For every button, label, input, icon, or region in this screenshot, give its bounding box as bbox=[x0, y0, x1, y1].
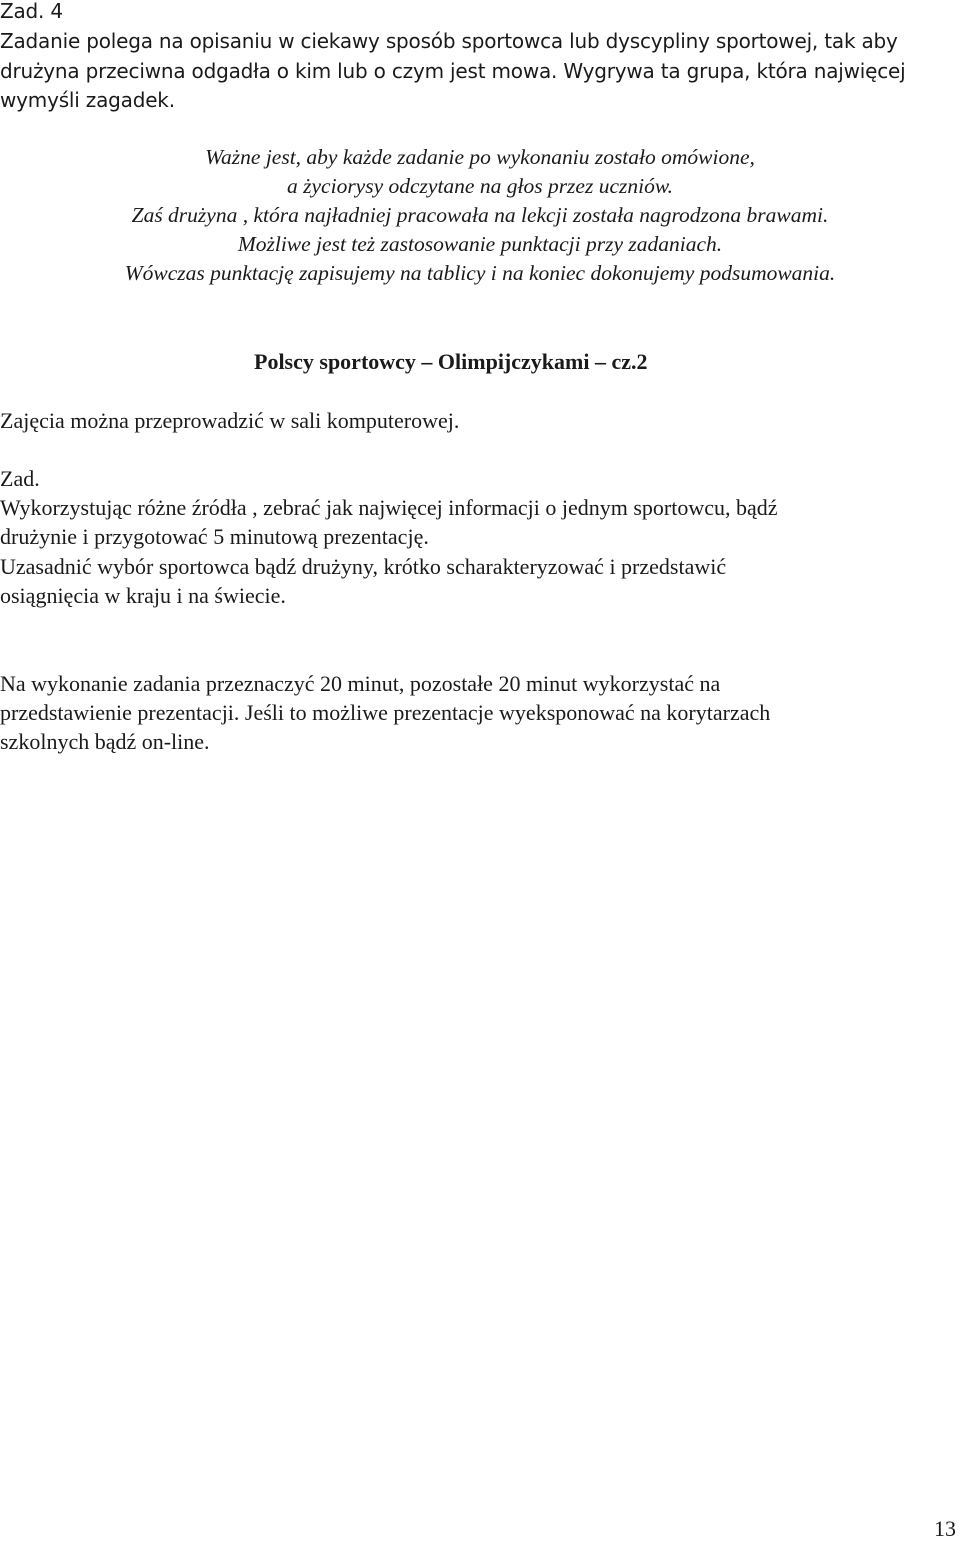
page-number: 13 bbox=[934, 1516, 956, 1541]
note-line-1: Ważne jest, aby każde zadanie po wykonaniu zostało omówione, bbox=[205, 145, 755, 169]
task4-heading: Zad. 4 bbox=[0, 0, 63, 23]
note-line-2: a życiorysy odczytane na głos przez uczniów. bbox=[287, 174, 673, 198]
task-line-1: Wykorzystując różne źródła , zebrać jak najwięcej informacji o jednym sportowcu, bądź bbox=[0, 495, 778, 520]
task4-line-1: Zadanie polega na opisaniu w ciekawy sposób sportowca lub dyscypliny sportowej, tak aby bbox=[0, 29, 898, 53]
task-line-3: Uzasadnić wybór sportowca bądź drużyny, krótko scharakteryzować i przedstawić bbox=[0, 554, 727, 579]
note-line-5: Wówczas punktację zapisujemy na tablicy i na koniec dokonujemy podsumowania. bbox=[124, 261, 836, 285]
note-line-3: Zaś drużyna , która najładniej pracowała na lekcji została nagrodzona brawami. bbox=[131, 203, 829, 227]
task-line-2: drużynie i przygotować 5 minutową prezentację. bbox=[0, 524, 429, 549]
task4-line-3: wymyśli zagadek. bbox=[0, 88, 175, 112]
task4-line-2: drużyna przeciwna odgadła o kim lub o czym jest mowa. Wygrywa ta grupa, która najwięcej bbox=[0, 59, 906, 83]
time-line-2: przedstawienie prezentacji. Jeśli to możliwe prezentacje wyeksponować na korytarzach bbox=[0, 700, 771, 725]
task-label: Zad. bbox=[0, 466, 40, 491]
section-title: Polscy sportowcy – Olimpijczykami – cz.2 bbox=[254, 349, 648, 374]
task-line-4: osiągnięcia w kraju i na świecie. bbox=[0, 583, 286, 608]
time-line-3: szkolnych bądź on-line. bbox=[0, 729, 210, 754]
note-line-4: Możliwe jest też zastosowanie punktacji przy zadaniach. bbox=[237, 232, 723, 256]
section-intro: Zajęcia można przeprowadzić w sali komputerowej. bbox=[0, 408, 460, 433]
time-line-1: Na wykonanie zadania przeznaczyć 20 minut, pozostałe 20 minut wykorzystać na bbox=[0, 671, 721, 696]
